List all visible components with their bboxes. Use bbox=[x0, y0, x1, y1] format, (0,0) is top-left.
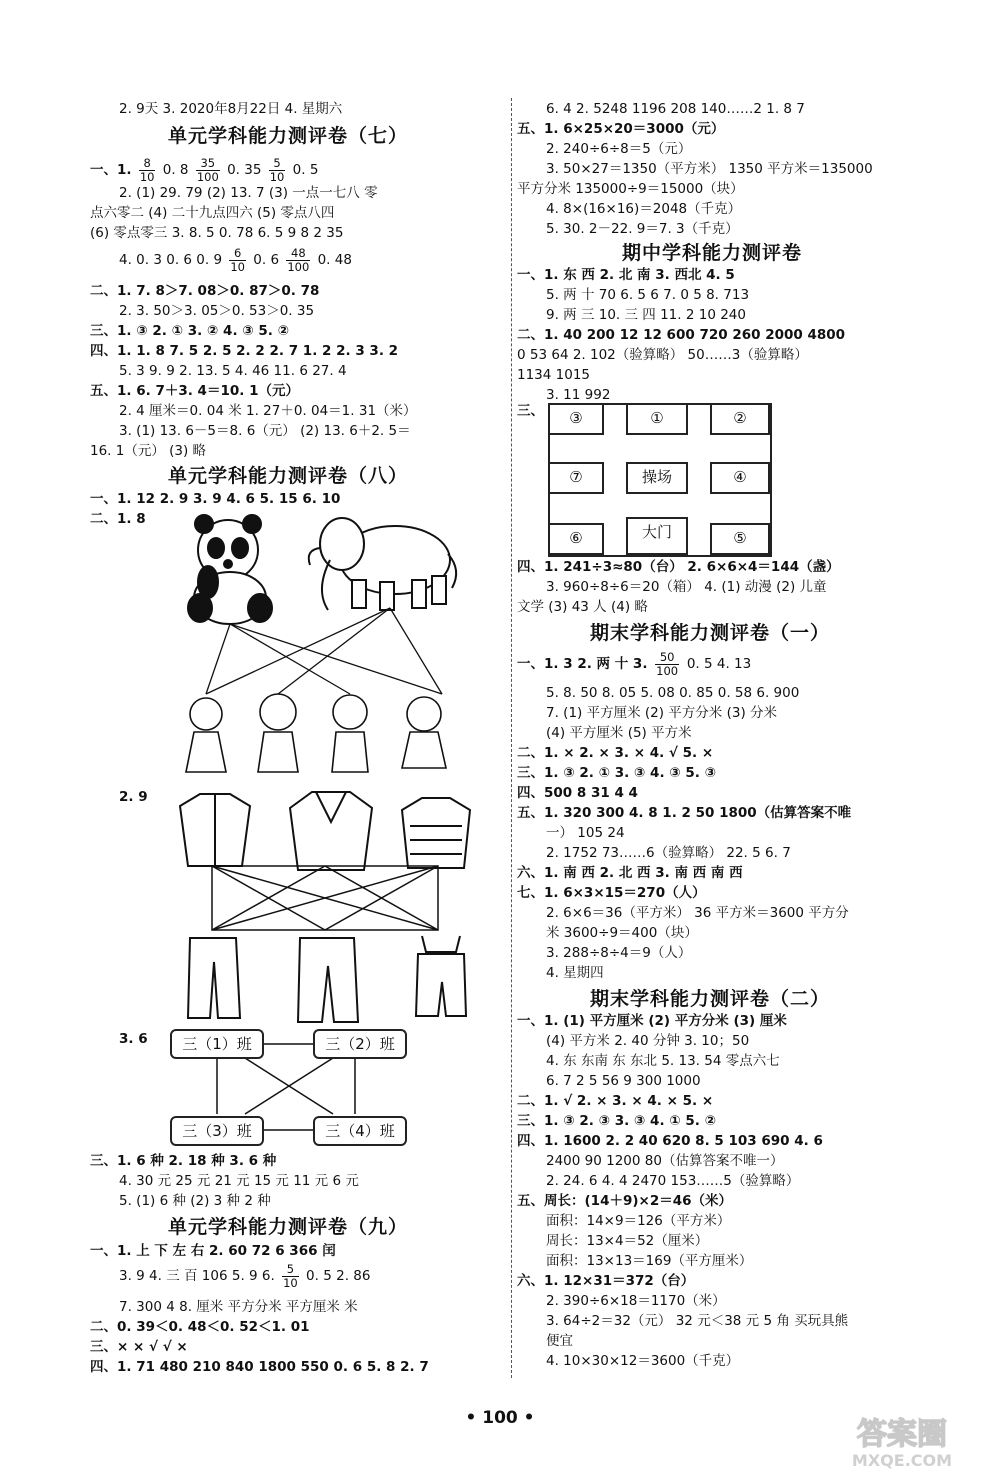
answer-line: 五、1. 6×25×20＝3000（元） bbox=[517, 121, 725, 137]
answer-line: 三、1. ③ 2. ③ 3. ③ 4. ① 5. ② bbox=[517, 1113, 717, 1129]
answer-line: 4. 东 东南 东 东北 5. 13. 54 零点六七 bbox=[546, 1053, 780, 1069]
fraction: $\frac{35}{100}$ bbox=[196, 155, 219, 184]
answer-line: 一、1. (1) 平方厘米 (2) 平方分米 (3) 厘米 bbox=[517, 1013, 787, 1029]
watermark-logo bbox=[822, 1410, 982, 1472]
answer-line: 平方分米 135000÷9＝15000（块） bbox=[517, 181, 744, 197]
answer-line: 6. 4 2. 5248 1196 208 140……2 1. 8 7 bbox=[546, 101, 805, 117]
svg-text:MXQE.COM: MXQE.COM bbox=[851, 1451, 953, 1470]
answer-line: 5. 30. 2－22. 9＝7. 3（千克） bbox=[546, 221, 739, 237]
answer-line: 四、1. 1600 2. 2 40 620 8. 5 103 690 4. 6 bbox=[517, 1133, 823, 1149]
answer-line: 5. (1) 6 种 (2) 3 种 2 种 bbox=[119, 1193, 271, 1209]
answer-line: 点六零二 (4) 二十九点四六 (5) 零点八四 bbox=[90, 205, 335, 221]
answer-line: 2. 6×6＝36（平方米） 36 平方米＝3600 平方分 bbox=[546, 905, 849, 921]
clothing-matching-figure bbox=[160, 786, 480, 1026]
section-title-final1: 期末学科能力测评卷（一） bbox=[590, 622, 831, 644]
answer-line: 4. 10×30×12＝3600（千克） bbox=[546, 1353, 740, 1369]
jeans-icon bbox=[298, 938, 358, 1022]
map-cell: ⑦ bbox=[548, 462, 604, 494]
answer-line: 一、1. 3 2. 两 十 3. $\frac{50}{100}$ 0. 5 4. 13 bbox=[517, 649, 752, 678]
answer-line: 周长：13×4＝52（厘米） bbox=[546, 1233, 709, 1249]
fraction: $\frac{48}{100}$ bbox=[287, 245, 310, 274]
answer-line: 3. 64÷2＝32（元） 32 元＜38 元 5 角 买玩具熊 bbox=[546, 1313, 849, 1329]
answer-line: 2. 4 厘米＝0. 04 米 1. 27＋0. 04＝1. 31（米） bbox=[119, 403, 417, 419]
answer-line: 二、1. √ 2. × 3. × 4. × 5. × bbox=[517, 1093, 714, 1109]
answer-line: 2. 1752 73……6（验算略） 22. 5 6. 7 bbox=[546, 845, 791, 861]
answer-line: 六、1. 12×31＝372（台） bbox=[517, 1273, 695, 1289]
answer-line: 四、500 8 31 4 4 bbox=[517, 785, 638, 801]
answer-line: 三、1. ③ 2. ① 3. ③ 4. ③ 5. ③ bbox=[517, 765, 717, 781]
answer-line: 文学 (3) 43 人 (4) 略 bbox=[517, 599, 648, 615]
answer-line: 7. 300 4 8. 厘米 平方分米 平方厘米 米 bbox=[119, 1299, 358, 1315]
answer-line: 3. 288÷8÷4＝9（人） bbox=[546, 945, 692, 961]
class-box: 三（2）班 bbox=[313, 1029, 407, 1059]
striped-sweater-icon bbox=[402, 798, 470, 868]
answer-line: 米 3600÷9＝400（块） bbox=[546, 925, 698, 941]
map-cell: ④ bbox=[710, 462, 770, 494]
answer-line: (6) 零点零三 3. 8. 5 0. 78 6. 5 9 8 2 35 bbox=[90, 225, 344, 241]
answer-line: 二、1. 7. 8＞7. 08＞0. 87＞0. 78 bbox=[90, 283, 320, 299]
map-cell-playground: 操场 bbox=[626, 462, 688, 494]
answer-line: 一、1. 东 西 2. 北 南 3. 西北 4. 5 bbox=[517, 267, 735, 283]
answer-line: 四、1. 71 480 210 840 1800 550 0. 6 5. 8 2. 7 bbox=[90, 1359, 429, 1375]
answer-line: 5. 3 9. 9 2. 13. 5 4. 46 11. 6 27. 4 bbox=[119, 363, 347, 379]
shirt-icon bbox=[180, 794, 250, 866]
map-cell: ② bbox=[710, 403, 770, 435]
answer-line: 2. 9天 3. 2020年8月22日 4. 星期六 bbox=[119, 101, 343, 117]
answer-line: 一、1. 上 下 左 右 2. 60 72 6 366 闰 bbox=[90, 1243, 336, 1259]
answer-line: 5. 8. 50 8. 05 5. 08 0. 85 0. 58 6. 900 bbox=[546, 685, 800, 701]
answer-line: 0 53 64 2. 102（验算略） 50……3（验算略） bbox=[517, 347, 808, 363]
answer-line: 五、1. 6. 7＋3. 4＝10. 1（元） bbox=[90, 383, 299, 399]
fraction: $\frac{8}{10}$ bbox=[139, 155, 155, 184]
answer-line: 1134 1015 bbox=[517, 367, 591, 383]
answer-line: 16. 1（元） (3) 略 bbox=[90, 443, 207, 459]
answer-line: 二、1. 40 200 12 12 600 720 260 2000 4800 bbox=[517, 327, 846, 343]
answer-line: 六、1. 南 西 2. 北 西 3. 南 西 南 西 bbox=[517, 865, 743, 881]
answer-line: 3. 6 bbox=[119, 1031, 148, 1047]
fraction: $\frac{5}{10}$ bbox=[283, 1261, 298, 1290]
overalls-icon bbox=[416, 936, 466, 1016]
section-title-midterm: 期中学科能力测评卷 bbox=[622, 242, 803, 264]
class-box: 三（1）班 bbox=[170, 1029, 264, 1059]
map-cell: ③ bbox=[548, 403, 604, 435]
answer-line: 二、0. 39＜0. 48＜0. 52＜1. 01 bbox=[90, 1319, 310, 1335]
fraction: $\frac{50}{100}$ bbox=[656, 649, 679, 678]
section-title-final2: 期末学科能力测评卷（二） bbox=[590, 988, 831, 1010]
answer-line: 三、1. 6 种 2. 18 种 3. 6 种 bbox=[90, 1153, 277, 1169]
elephant-icon bbox=[309, 518, 456, 610]
answer-line: 3. (1) 13. 6－5＝8. 6（元） (2) 13. 6＋2. 5＝ bbox=[119, 423, 411, 439]
svg-text:答案圈: 答案圈 bbox=[857, 1417, 947, 1452]
pants-icon bbox=[188, 938, 240, 1018]
page-number: • 100 • bbox=[465, 1408, 535, 1428]
answer-line: 五、1. 320 300 4. 8 1. 2 50 1800（估算答案不唯 bbox=[517, 805, 852, 821]
answer-line: 面积：13×13＝169（平方厘米） bbox=[546, 1253, 753, 1269]
answer-line: 2400 90 1200 80（估算答案不唯一） bbox=[546, 1153, 784, 1169]
panda-icon bbox=[188, 515, 272, 624]
child-icon bbox=[186, 694, 446, 772]
answer-line: 三、1. ③ 2. ① 3. ② 4. ③ 5. ② bbox=[90, 323, 290, 339]
answer-line: 2. 24. 6 4. 4 2470 153……5（验算略） bbox=[546, 1173, 800, 1189]
answer-line: 一） 105 24 bbox=[546, 825, 625, 841]
answer-line: 三、 bbox=[517, 403, 544, 419]
answer-line: 3. 50×27＝1350（平方米） 1350 平方米＝135000 bbox=[546, 161, 873, 177]
answer-line: 便宜 bbox=[546, 1333, 573, 1349]
answer-line: 9. 两 三 10. 三 四 11. 2 10 240 bbox=[546, 307, 746, 323]
answer-line: 五、周长：(14＋9)×2＝46（米） bbox=[517, 1193, 733, 1209]
answer-line: 2. 240÷6÷8＝5（元） bbox=[546, 141, 692, 157]
map-cell: ⑤ bbox=[710, 523, 770, 555]
answer-line: (4) 平方厘米 (5) 平方米 bbox=[546, 725, 692, 741]
map-cell: ① bbox=[626, 403, 688, 435]
class-box: 三（3）班 bbox=[170, 1116, 264, 1146]
map-cell: ⑥ bbox=[548, 523, 604, 555]
answer-line: 面积：14×9＝126（平方米） bbox=[546, 1213, 731, 1229]
sweater-icon bbox=[290, 792, 372, 870]
answer-line: 四、1. 1. 8 7. 5 2. 5 2. 2 2. 7 1. 2 2. 3 3. 2 bbox=[90, 343, 399, 359]
answer-line: 6. 7 2 5 56 9 300 1000 bbox=[546, 1073, 701, 1089]
answer-line: 4. 星期四 bbox=[546, 965, 604, 981]
answer-line: 四、1. 241÷3≈80（台） 2. 6×6×4＝144（盏） bbox=[517, 559, 840, 575]
answer-line: 2. 9 bbox=[119, 789, 148, 805]
fraction: $\frac{5}{10}$ bbox=[269, 155, 285, 184]
answer-line: 二、1. × 2. × 3. × 4. √ 5. × bbox=[517, 745, 714, 761]
section-title-unit8: 单元学科能力测评卷（八） bbox=[168, 465, 409, 487]
animal-matching-figure bbox=[180, 510, 470, 780]
answer-line: 一、1. 12 2. 9 3. 9 4. 6 5. 15 6. 10 bbox=[90, 491, 341, 507]
answer-line: 3. 960÷8÷6＝20（箱） 4. (1) 动漫 (2) 儿童 bbox=[546, 579, 827, 595]
answer-line: 2. 3. 50＞3. 05＞0. 53＞0. 35 bbox=[119, 303, 315, 319]
answer-line: 3. 9 4. 三 百 106 5. 9 6. $\frac{5}{10}$ 0. 5 2. 86 bbox=[119, 1261, 371, 1290]
answer-line: 一、1. $\frac{8}{10}$ 0. 8 $\frac{35}{100}$ 0. 35 $\frac{5}{10}$ 0. 5 bbox=[90, 155, 319, 184]
section-title-unit9: 单元学科能力测评卷（九） bbox=[168, 1216, 409, 1238]
answer-line: 4. 8×(16×16)＝2048（千克） bbox=[546, 201, 742, 217]
answer-line: 2. (1) 29. 79 (2) 13. 7 (3) 一点一七八 零 bbox=[119, 185, 378, 201]
fraction: $\frac{6}{10}$ bbox=[230, 245, 245, 274]
answer-line: 4. 30 元 25 元 21 元 15 元 11 元 6 元 bbox=[119, 1173, 359, 1189]
answer-line: 3. 11 992 bbox=[546, 387, 611, 403]
answer-line: 二、1. 8 bbox=[90, 511, 146, 527]
answer-line: 三、× × √ √ × bbox=[90, 1339, 188, 1355]
class-box: 三（4）班 bbox=[313, 1116, 407, 1146]
answer-line: 7. (1) 平方厘米 (2) 平方分米 (3) 分米 bbox=[546, 705, 777, 721]
answer-line: 5. 两 十 70 6. 5 6 7. 0 5 8. 713 bbox=[546, 287, 750, 303]
map-cell-gate: 大门 bbox=[626, 517, 688, 555]
answer-line: (4) 平方米 2. 40 分钟 3. 10；50 bbox=[546, 1033, 750, 1049]
answer-line: 4. 0. 3 0. 6 0. 9 $\frac{6}{10}$ 0. 6 $\frac{48}{100}$ 0. 48 bbox=[119, 245, 352, 274]
answer-line: 七、1. 6×3×15＝270（人） bbox=[517, 885, 706, 901]
column-divider bbox=[511, 98, 512, 1378]
section-title-unit7: 单元学科能力测评卷（七） bbox=[168, 125, 409, 147]
answer-line: 2. 390÷6×18＝1170（米） bbox=[546, 1293, 726, 1309]
